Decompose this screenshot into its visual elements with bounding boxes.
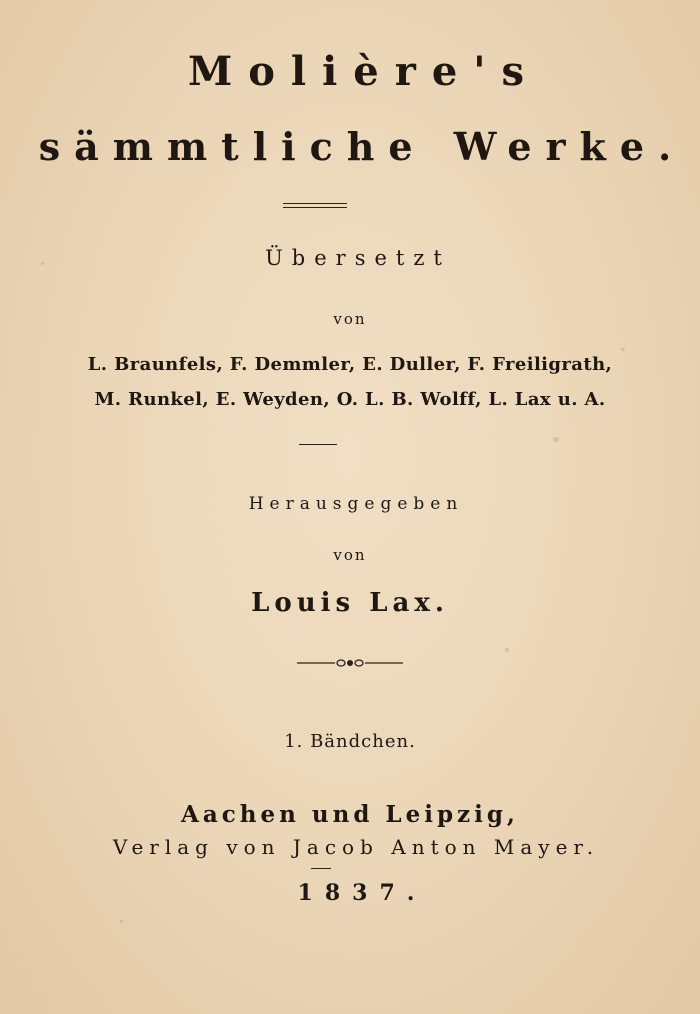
translators-line-2: M. Runkel, E. Weyden, O. L. B. Wolff, L. Lax u. A. xyxy=(94,389,606,410)
paper-spot xyxy=(120,920,123,923)
paper-spot xyxy=(505,648,509,652)
paper-spot xyxy=(41,262,44,265)
title-line-2: sämmtliche Werke. xyxy=(38,124,686,169)
editor-label: Herausgegeben xyxy=(248,494,464,514)
subtitle: Übersetzt xyxy=(265,246,451,270)
short-rule-divider xyxy=(299,444,337,445)
imprint-publisher: Verlag von Jacob Anton Mayer. xyxy=(112,835,600,859)
ornament-icon xyxy=(295,656,405,670)
ornament-divider xyxy=(0,655,700,674)
von-label-translators: von xyxy=(333,310,367,328)
von-label-editor: von xyxy=(333,546,367,564)
editor-name: Louis Lax. xyxy=(251,588,449,618)
imprint-place: Aachen und Leipzig, xyxy=(181,801,519,828)
volume-label: 1. Bändchen. xyxy=(284,731,416,752)
title-line-1: Molière's xyxy=(187,48,541,95)
imprint-year: 1837. xyxy=(297,880,427,906)
paper-spot xyxy=(553,437,559,442)
translators-line-1: L. Braunfels, F. Demmler, E. Duller, F. Freiligrath, xyxy=(87,354,613,375)
paper-spot xyxy=(621,348,625,351)
double-rule-divider xyxy=(283,203,347,208)
year-rule xyxy=(311,868,331,869)
